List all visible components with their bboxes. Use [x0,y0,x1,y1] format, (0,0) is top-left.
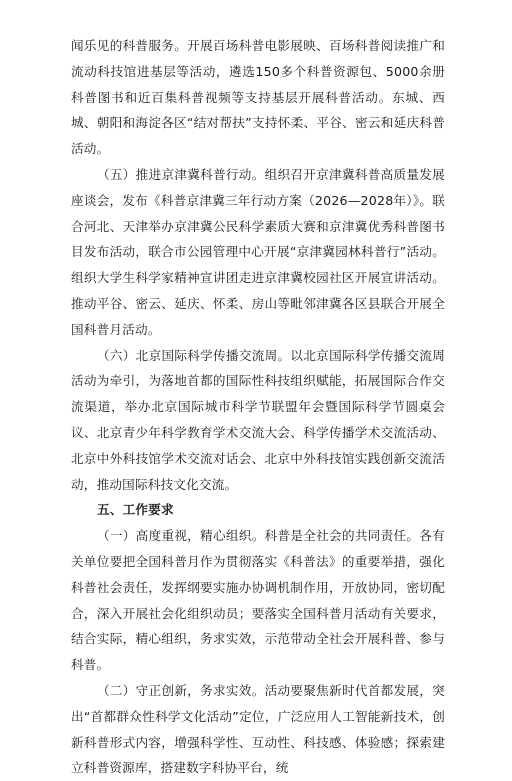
subsection-title: （六）北京国际科学传播交流周。 [97,347,291,363]
paragraph-grassroots-services [71,33,445,162]
paragraph-text: 组织召开京津冀科普高质量发展座谈会，发布《科普京津冀三年行动方案（2026—2028年）》。联合河北、天津举办京津冀公民科学素质大赛和京津冀优秀科普图书目发布活动，联合市公园管理中心开展“京津冀园林科普行”活动。组织大学生科学家精神宣讲团走进京津冀校园社区开展宣讲活动。推动平谷、密云、延庆、怀柔、房山等毗邻津冀各区县联合开展全国科普月活动。 [71,166,445,337]
paragraph-text: 闻乐见的科普服务。开展百场科普电影展映、百场科普阅读推广和流动科技馆进基层等活动，遴选150多个科普资源包、5000余册科普图书和近百集科普视频等支持基层开展科普活动。东城、西城、朝阳和海淀各区“结对帮扶”支持怀柔、平谷、密云和延庆科普活动。 [71,38,445,157]
subsection-title: （二）守正创新，务求实效。 [97,682,265,698]
paragraph-text: 以北京国际科学传播交流周活动为牵引，为落地首都的国际性科技组织赋能，拓展国际合作交流渠道，举办北京国际城市科学节联盟年会暨国际科学节圆桌会议、北京青少年科学教育学术交流大会、科学传播学术交流活动、北京中外科技馆学术交流对话会、北京中外科技馆实践创新交流活动，推动国际科技文化交流。 [71,347,445,492]
paragraph-text: 科普是全社会的共同责任。各有关单位要把全国科普月作为贯彻落实《科普法》的重要举措，强化科普社会责任，发挥纲要实施办协调机制作用，开放协同，密切配合，深入开展社会化组织动员；要落实全国科普月活动有关要求，结合实际，精心组织，务求实效，示范带动全社会开展科普、参与科普。 [71,528,445,673]
subsection-title: （五）推进京津冀科普行动。 [97,166,265,182]
document-page [71,33,445,781]
paragraph-requirement-1 [71,523,445,678]
paragraph-text: 活动要聚焦新时代首都发展，突出“首都群众性科学文化活动”定位，广泛应用人工智能新技术，创新科普形式内容，增强科学性、互动性、科技感、体验感；探索建立科普资源库，搭建数字科协平台，统 [71,682,445,776]
subsection-title: （一）高度重视，精心组织。 [97,528,265,544]
paragraph-requirement-2 [71,678,445,781]
paragraph-section-5 [71,162,445,343]
paragraph-section-6 [71,343,445,498]
section-heading-work-requirements: 五、工作要求 [97,502,174,518]
